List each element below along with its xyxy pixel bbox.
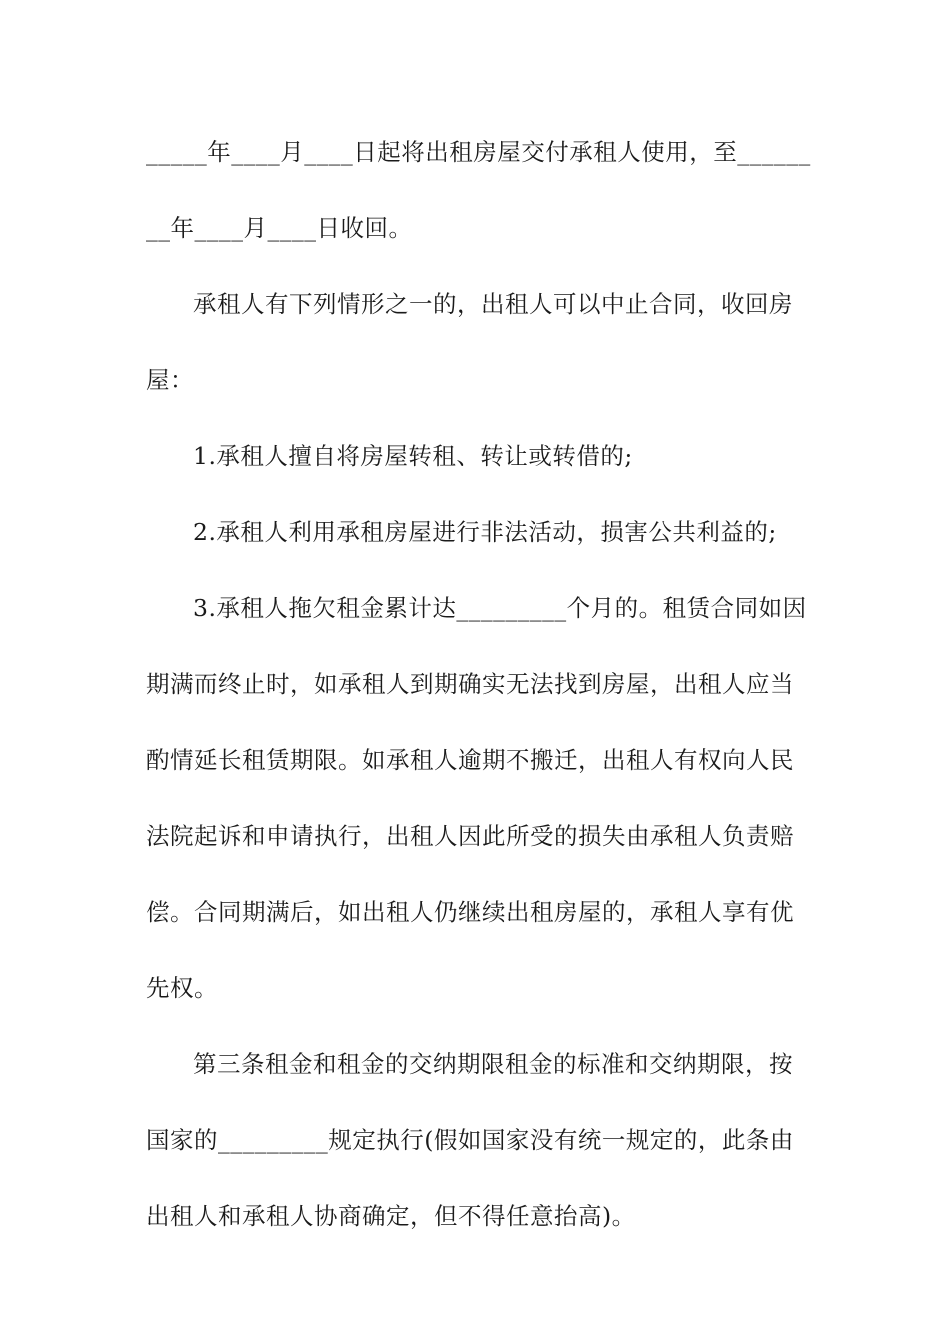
text-line: 偿。合同期满后，如出租人仍继续出租房屋的，承租人享有优 <box>146 898 794 926</box>
text-line: 国家的_________规定执行(假如国家没有统一规定的，此条由 <box>146 1126 794 1154</box>
document-body <box>146 124 811 1264</box>
list-item-3: 3.承租人拖欠租金累计达_________个月的。租赁合同如因 <box>193 594 807 622</box>
list-item-2: 2.承租人利用承租房屋进行非法活动，损害公共利益的; <box>193 518 777 546</box>
text-line: _____年____月____日起将出租房屋交付承租人使用，至______ <box>146 138 811 166</box>
list-item-1: 1.承租人擅自将房屋转租、转让或转借的; <box>193 442 633 470</box>
text-line: __年____月____日收回。 <box>146 214 413 242</box>
text-line: 出租人和承租人协商确定，但不得任意抬高)。 <box>146 1202 636 1230</box>
text-line: 先权。 <box>146 974 218 1002</box>
paragraph-start-line: 承租人有下列情形之一的，出租人可以中止合同，收回房 <box>193 290 793 318</box>
text-line: 屋： <box>146 366 194 394</box>
text-line: 酌情延长租赁期限。如承租人逾期不搬迁，出租人有权向人民 <box>146 746 794 774</box>
article-3-heading-line: 第三条租金和租金的交纳期限租金的标准和交纳期限，按 <box>193 1050 793 1078</box>
text-line: 期满而终止时，如承租人到期确实无法找到房屋，出租人应当 <box>146 670 794 698</box>
text-line: 法院起诉和申请执行，出租人因此所受的损失由承租人负责赔 <box>146 822 794 850</box>
